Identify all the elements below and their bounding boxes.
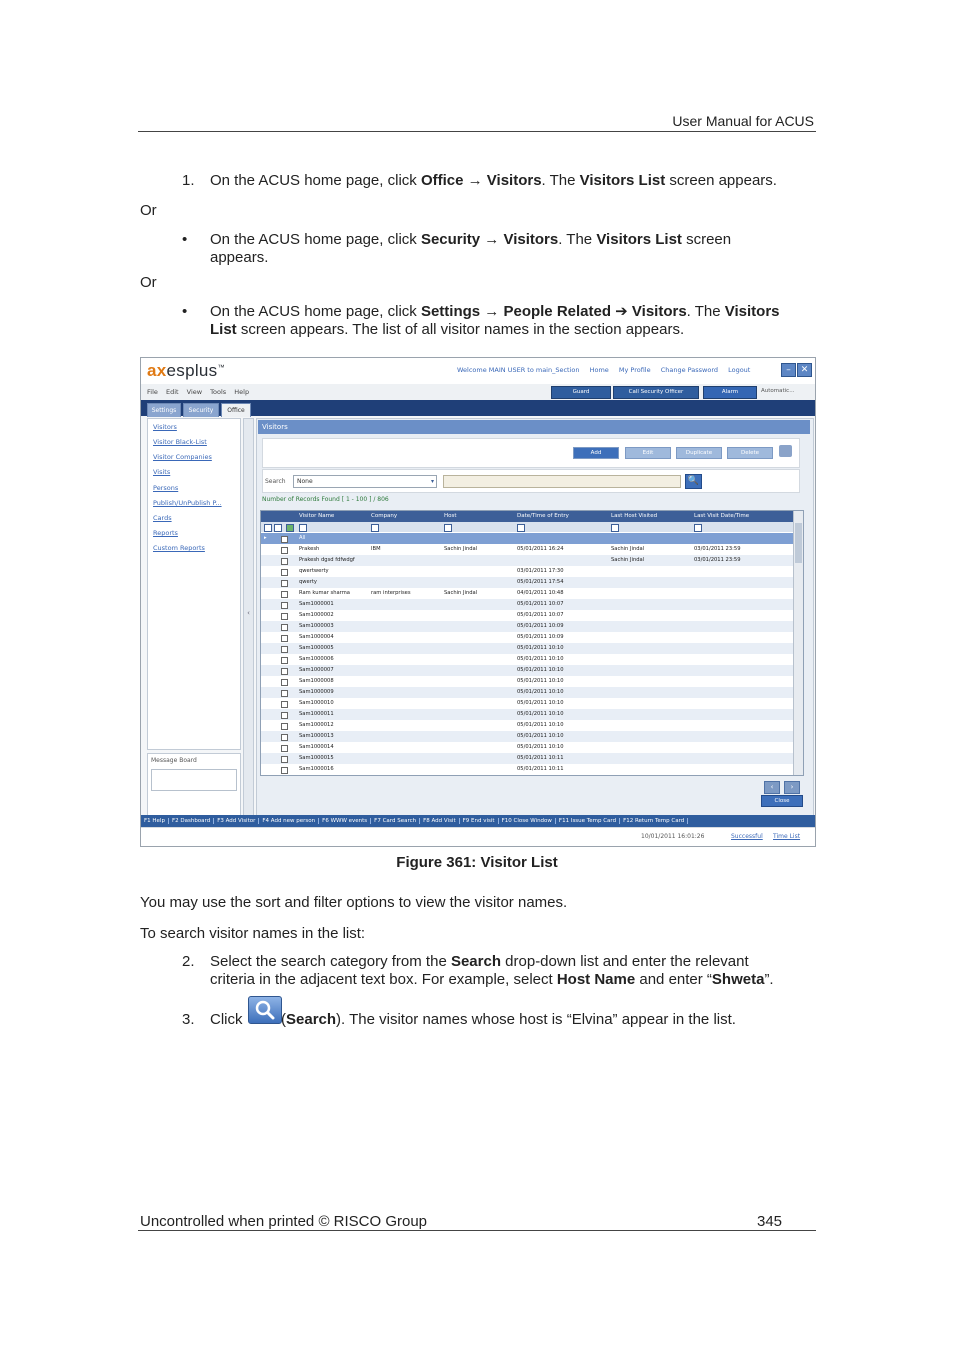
table-cell: qwerty (299, 579, 317, 585)
nav-item-visits[interactable]: Visits (153, 468, 171, 476)
table-cell: 05/01/2011 10:10 (517, 667, 564, 673)
row-checkbox[interactable] (281, 569, 288, 576)
table-scrollbar[interactable] (793, 511, 803, 775)
menu-edit[interactable]: Edit (165, 388, 179, 396)
table-cell: Sam1000001 (299, 601, 334, 607)
table-row[interactable] (261, 720, 793, 731)
table-cell: Sam1000003 (299, 623, 334, 629)
search-category-select[interactable]: None ▾ (293, 475, 437, 488)
table-row[interactable] (261, 621, 793, 632)
table-row[interactable] (261, 654, 793, 665)
message-board-input[interactable] (151, 769, 237, 791)
call-security-button[interactable]: Call Security Officer (613, 386, 699, 399)
step-number: 3. (182, 1011, 195, 1028)
chevron-down-icon: ▾ (430, 478, 434, 485)
table-row[interactable] (261, 665, 793, 676)
table-cell: 05/01/2011 10:10 (517, 645, 564, 651)
paragraph: You may use the sort and filter options to view the visitor names. (140, 894, 568, 911)
filter-icon[interactable] (371, 524, 379, 532)
row-checkbox[interactable] (281, 701, 288, 708)
search-icon (248, 996, 282, 1024)
table-cell: Sam1000005 (299, 645, 334, 651)
row-checkbox[interactable] (281, 690, 288, 697)
table-row[interactable] (261, 533, 793, 544)
filter-icon[interactable] (264, 524, 272, 532)
alt-1-text: On the ACUS home page, click Security → Visitors. The Visitors List screen appears. (210, 231, 732, 266)
table-cell: 04/01/2011 10:48 (517, 590, 564, 596)
tab-settings[interactable]: Settings (147, 403, 181, 417)
top-links (457, 366, 758, 374)
row-checkbox[interactable] (281, 580, 288, 587)
nav-item-custom-reports[interactable]: Custom Reports (153, 544, 205, 552)
step-3-click: Click (210, 1011, 243, 1028)
filter-icon[interactable] (299, 524, 307, 532)
table-cell: 03/01/2011 23:59 (694, 546, 741, 552)
menu-tools[interactable]: Tools (210, 388, 227, 396)
footer-left: Uncontrolled when printed © RISCO Group (140, 1213, 428, 1230)
table-cell: Sam1000010 (299, 700, 334, 706)
status-time: 10/01/2011 16:01:26 (641, 833, 705, 840)
nav-item-persons[interactable]: Persons (153, 484, 179, 492)
table-cell: Sam1000002 (299, 612, 334, 618)
table-cell: 05/01/2011 10:10 (517, 678, 564, 684)
alt-2-text: On the ACUS home page, click Settings → People Related ➔ Visitors. The Visitors List screen appears. The list of all visitor names in the section appears. (210, 303, 780, 338)
nav-item-visitors[interactable]: Visitors (153, 423, 177, 431)
menu-help[interactable]: Help (234, 388, 250, 396)
table-row[interactable] (261, 632, 793, 643)
filter-icon[interactable] (611, 524, 619, 532)
step-2-text: Select the search category from the Search drop-down list and enter the relevant criteria in the adjacent text box. For example, select Host Name and enter “Shweta”. (210, 953, 774, 988)
menu-file[interactable]: File (147, 388, 158, 396)
delete-button[interactable]: Delete (727, 447, 773, 459)
table-cell: Sam1000008 (299, 678, 334, 684)
next-page-button[interactable]: › (784, 781, 800, 794)
table-row[interactable] (261, 698, 793, 709)
col-company[interactable]: Company (371, 513, 398, 519)
col-host[interactable]: Host (444, 513, 457, 519)
table-cell: 03/01/2011 17:30 (517, 568, 564, 574)
table-cell: ram interprises (371, 590, 411, 596)
table-cell: 05/01/2011 17:54 (517, 579, 564, 585)
close-button[interactable]: Close (761, 795, 803, 807)
filter-icon[interactable] (274, 524, 282, 532)
edit-button[interactable]: Edit (625, 447, 671, 459)
axesplus-logo: axesplus™ (147, 361, 225, 380)
row-checkbox[interactable] (281, 745, 288, 752)
table-cell: 05/01/2011 10:10 (517, 722, 564, 728)
bullet: • (182, 231, 188, 248)
table-cell: 05/01/2011 10:10 (517, 656, 564, 662)
row-checkbox[interactable] (281, 646, 288, 653)
change-password-link[interactable]: Change Password (660, 366, 719, 374)
close-icon[interactable]: ✕ (797, 363, 812, 377)
row-checkbox[interactable] (281, 657, 288, 664)
table-row[interactable] (261, 588, 793, 599)
col-last-host-visited[interactable]: Last Host Visited (611, 513, 658, 519)
table-cell: 05/01/2011 10:10 (517, 744, 564, 750)
footer-rule (138, 1230, 816, 1231)
alarm-button[interactable]: Alarm (703, 386, 757, 399)
table-row[interactable] (261, 555, 793, 566)
running-header: User Manual for ACUS (672, 113, 814, 129)
module-tabs (141, 400, 815, 416)
table-cell: 05/01/2011 10:10 (517, 711, 564, 717)
message-board (147, 753, 241, 817)
my-profile-link[interactable]: My Profile (618, 366, 651, 374)
row-checkbox[interactable] (281, 624, 288, 631)
f11-issue-temp-card[interactable]: F11 Issue Temp Card (556, 818, 620, 824)
message-board-title: Message Board (151, 757, 197, 764)
status-successful[interactable]: Successful (731, 833, 763, 840)
f3-add-visitor[interactable]: F3 Add Visitor (214, 818, 259, 824)
nav-item-visitor-black-list[interactable]: Visitor Black-List (153, 438, 207, 446)
table-row[interactable] (261, 742, 793, 753)
col-date-time-entry[interactable]: Date/Time of Entry (517, 513, 569, 519)
add-button[interactable]: Add (573, 447, 619, 459)
row-indicator-icon: ▸ (264, 535, 267, 541)
row-checkbox[interactable] (281, 558, 288, 565)
table-cell: Sam1000014 (299, 744, 334, 750)
table-cell: Sachin Jindal (444, 546, 478, 552)
table-cell: 05/01/2011 10:11 (517, 766, 564, 772)
panel-title: Visitors (258, 420, 810, 434)
page-number: 345 (757, 1213, 783, 1230)
row-checkbox[interactable] (281, 536, 288, 543)
nav-item-publish[interactable]: Publish/UnPublish P... (153, 499, 222, 507)
row-checkbox[interactable] (281, 591, 288, 598)
duplicate-button[interactable]: Duplicate (676, 447, 722, 459)
tab-office[interactable]: Office (221, 403, 251, 417)
table-cell: 05/01/2011 10:07 (517, 601, 564, 607)
records-count: Number of Records Found [ 1 - 100 ] / 806 (262, 496, 389, 503)
collapse-handle[interactable] (243, 418, 254, 817)
table-cell: 05/01/2011 10:07 (517, 612, 564, 618)
table-row[interactable] (261, 577, 793, 588)
table-row[interactable] (261, 544, 793, 555)
header-rule (138, 131, 816, 132)
row-checkbox[interactable] (281, 602, 288, 609)
automatic-label: Automatic... (761, 388, 795, 394)
table-row[interactable] (261, 643, 793, 654)
table-cell: 05/01/2011 10:11 (517, 755, 564, 761)
table-row[interactable] (261, 709, 793, 720)
table-cell: 05/01/2011 16:24 (517, 546, 564, 552)
f9-end-visit[interactable]: F9 End visit (460, 818, 499, 824)
col-visitor-name[interactable]: Visitor Name (299, 513, 335, 519)
table-cell: Sam1000012 (299, 722, 334, 728)
f8-add-visit[interactable]: F8 Add Visit (420, 818, 460, 824)
visitors-table (260, 510, 804, 776)
row-checkbox[interactable] (281, 547, 288, 554)
table-cell: Sam1000011 (299, 711, 334, 717)
search-button[interactable]: 🔍 (685, 474, 702, 489)
row-checkbox[interactable] (281, 712, 288, 719)
table-row[interactable] (261, 753, 793, 764)
f12-return-temp-card[interactable]: F12 Return Temp Card (620, 818, 688, 824)
visitor-list-screenshot (140, 357, 816, 847)
or-text: Or (140, 202, 157, 219)
table-cell: Sam1000004 (299, 634, 334, 640)
col-last-visit[interactable]: Last Visit Date/Time (694, 513, 750, 519)
table-header (261, 511, 793, 522)
table-cell: 05/01/2011 10:09 (517, 634, 564, 640)
step-number: 1. (182, 172, 195, 189)
table-row[interactable] (261, 764, 793, 775)
menu-view[interactable]: View (186, 388, 203, 396)
table-cell: Sachin Jindal (444, 590, 478, 596)
table-row[interactable] (261, 731, 793, 742)
table-cell: Prakesh (299, 546, 320, 552)
status-time-list[interactable]: Time List (773, 833, 801, 840)
nav-item-cards[interactable]: Cards (153, 514, 172, 522)
app-topbar (141, 358, 815, 385)
table-cell: 05/01/2011 10:09 (517, 623, 564, 629)
function-key-bar (141, 815, 815, 827)
table-cell: 03/01/2011 23:59 (694, 557, 741, 563)
table-row[interactable] (261, 676, 793, 687)
step-number: 2. (182, 953, 195, 970)
or-text: Or (140, 274, 157, 291)
logout-link[interactable]: Logout (728, 366, 751, 374)
status-bar (141, 827, 815, 847)
f2-dashboard[interactable]: F2 Dashboard (169, 818, 214, 824)
row-checkbox[interactable] (281, 635, 288, 642)
f6-www-events[interactable]: F6 WWW events (319, 818, 371, 824)
f7-card-search[interactable]: F7 Card Search (371, 818, 420, 824)
filter-icon[interactable] (444, 524, 452, 532)
table-cell: IBM (371, 546, 381, 552)
table-cell: Sam1000006 (299, 656, 334, 662)
f4-add-person[interactable]: F4 Add new person (259, 818, 319, 824)
row-checkbox[interactable] (281, 613, 288, 620)
f1-help[interactable]: F1 Help (141, 818, 169, 824)
chevron-left-icon: ‹ (247, 609, 250, 617)
f10-close-window[interactable]: F10 Close Window (499, 818, 556, 824)
table-cell: Sachin Jindal (611, 557, 645, 563)
prev-page-button[interactable]: ‹ (764, 781, 780, 794)
table-row[interactable] (261, 687, 793, 698)
table-cell: Sam1000009 (299, 689, 334, 695)
figure-caption: Figure 361: Visitor List (396, 854, 558, 871)
guard-button[interactable]: Guard (551, 386, 611, 399)
scroll-thumb[interactable] (795, 523, 802, 563)
row-checkbox[interactable] (281, 668, 288, 675)
filter-icon[interactable] (286, 524, 294, 532)
table-row[interactable] (261, 610, 793, 621)
table-cell: Sam1000015 (299, 755, 334, 761)
print-icon[interactable] (779, 445, 792, 457)
search-label: Search (265, 478, 286, 485)
home-link[interactable]: Home (589, 366, 609, 374)
step-1-text: On the ACUS home page, click Office → Visitors. The Visitors List screen appears. (210, 172, 777, 189)
minimize-icon[interactable]: – (781, 363, 796, 377)
table-cell: Prakesh dgsd fdfwdgf (299, 557, 355, 563)
bullet: • (182, 303, 188, 320)
row-checkbox[interactable] (281, 723, 288, 730)
table-cell: Ram kumar sharma (299, 590, 350, 596)
row-checkbox[interactable] (281, 734, 288, 741)
table-cell: Sam1000007 (299, 667, 334, 673)
tab-security[interactable]: Security (183, 403, 219, 417)
step-3-text: (Search). The visitor names whose host is “Elvina” appear in the list. (281, 1011, 736, 1028)
table-cell: All (299, 535, 306, 541)
row-checkbox[interactable] (281, 756, 288, 763)
table-cell: 05/01/2011 10:10 (517, 700, 564, 706)
row-checkbox[interactable] (281, 679, 288, 686)
paragraph: To search visitor names in the list: (140, 925, 366, 942)
table-cell: 05/01/2011 10:10 (517, 733, 564, 739)
table-cell: Sam1000016 (299, 766, 334, 772)
table-cell: Sam1000013 (299, 733, 334, 739)
welcome-text: Welcome MAIN USER to main_Section (457, 366, 580, 374)
row-checkbox[interactable] (281, 767, 288, 774)
table-row[interactable] (261, 599, 793, 610)
table-cell: Sachin Jindal (611, 546, 645, 552)
table-cell: 05/01/2011 10:10 (517, 689, 564, 695)
filter-icon[interactable] (694, 524, 702, 532)
nav-item-visitor-companies[interactable]: Visitor Companies (153, 453, 212, 461)
nav-item-reports[interactable]: Reports (153, 529, 178, 537)
table-cell: qwertwerty (299, 568, 329, 574)
filter-icon[interactable] (517, 524, 525, 532)
filter-row (261, 522, 793, 532)
search-input[interactable] (443, 475, 681, 488)
table-row[interactable] (261, 566, 793, 577)
